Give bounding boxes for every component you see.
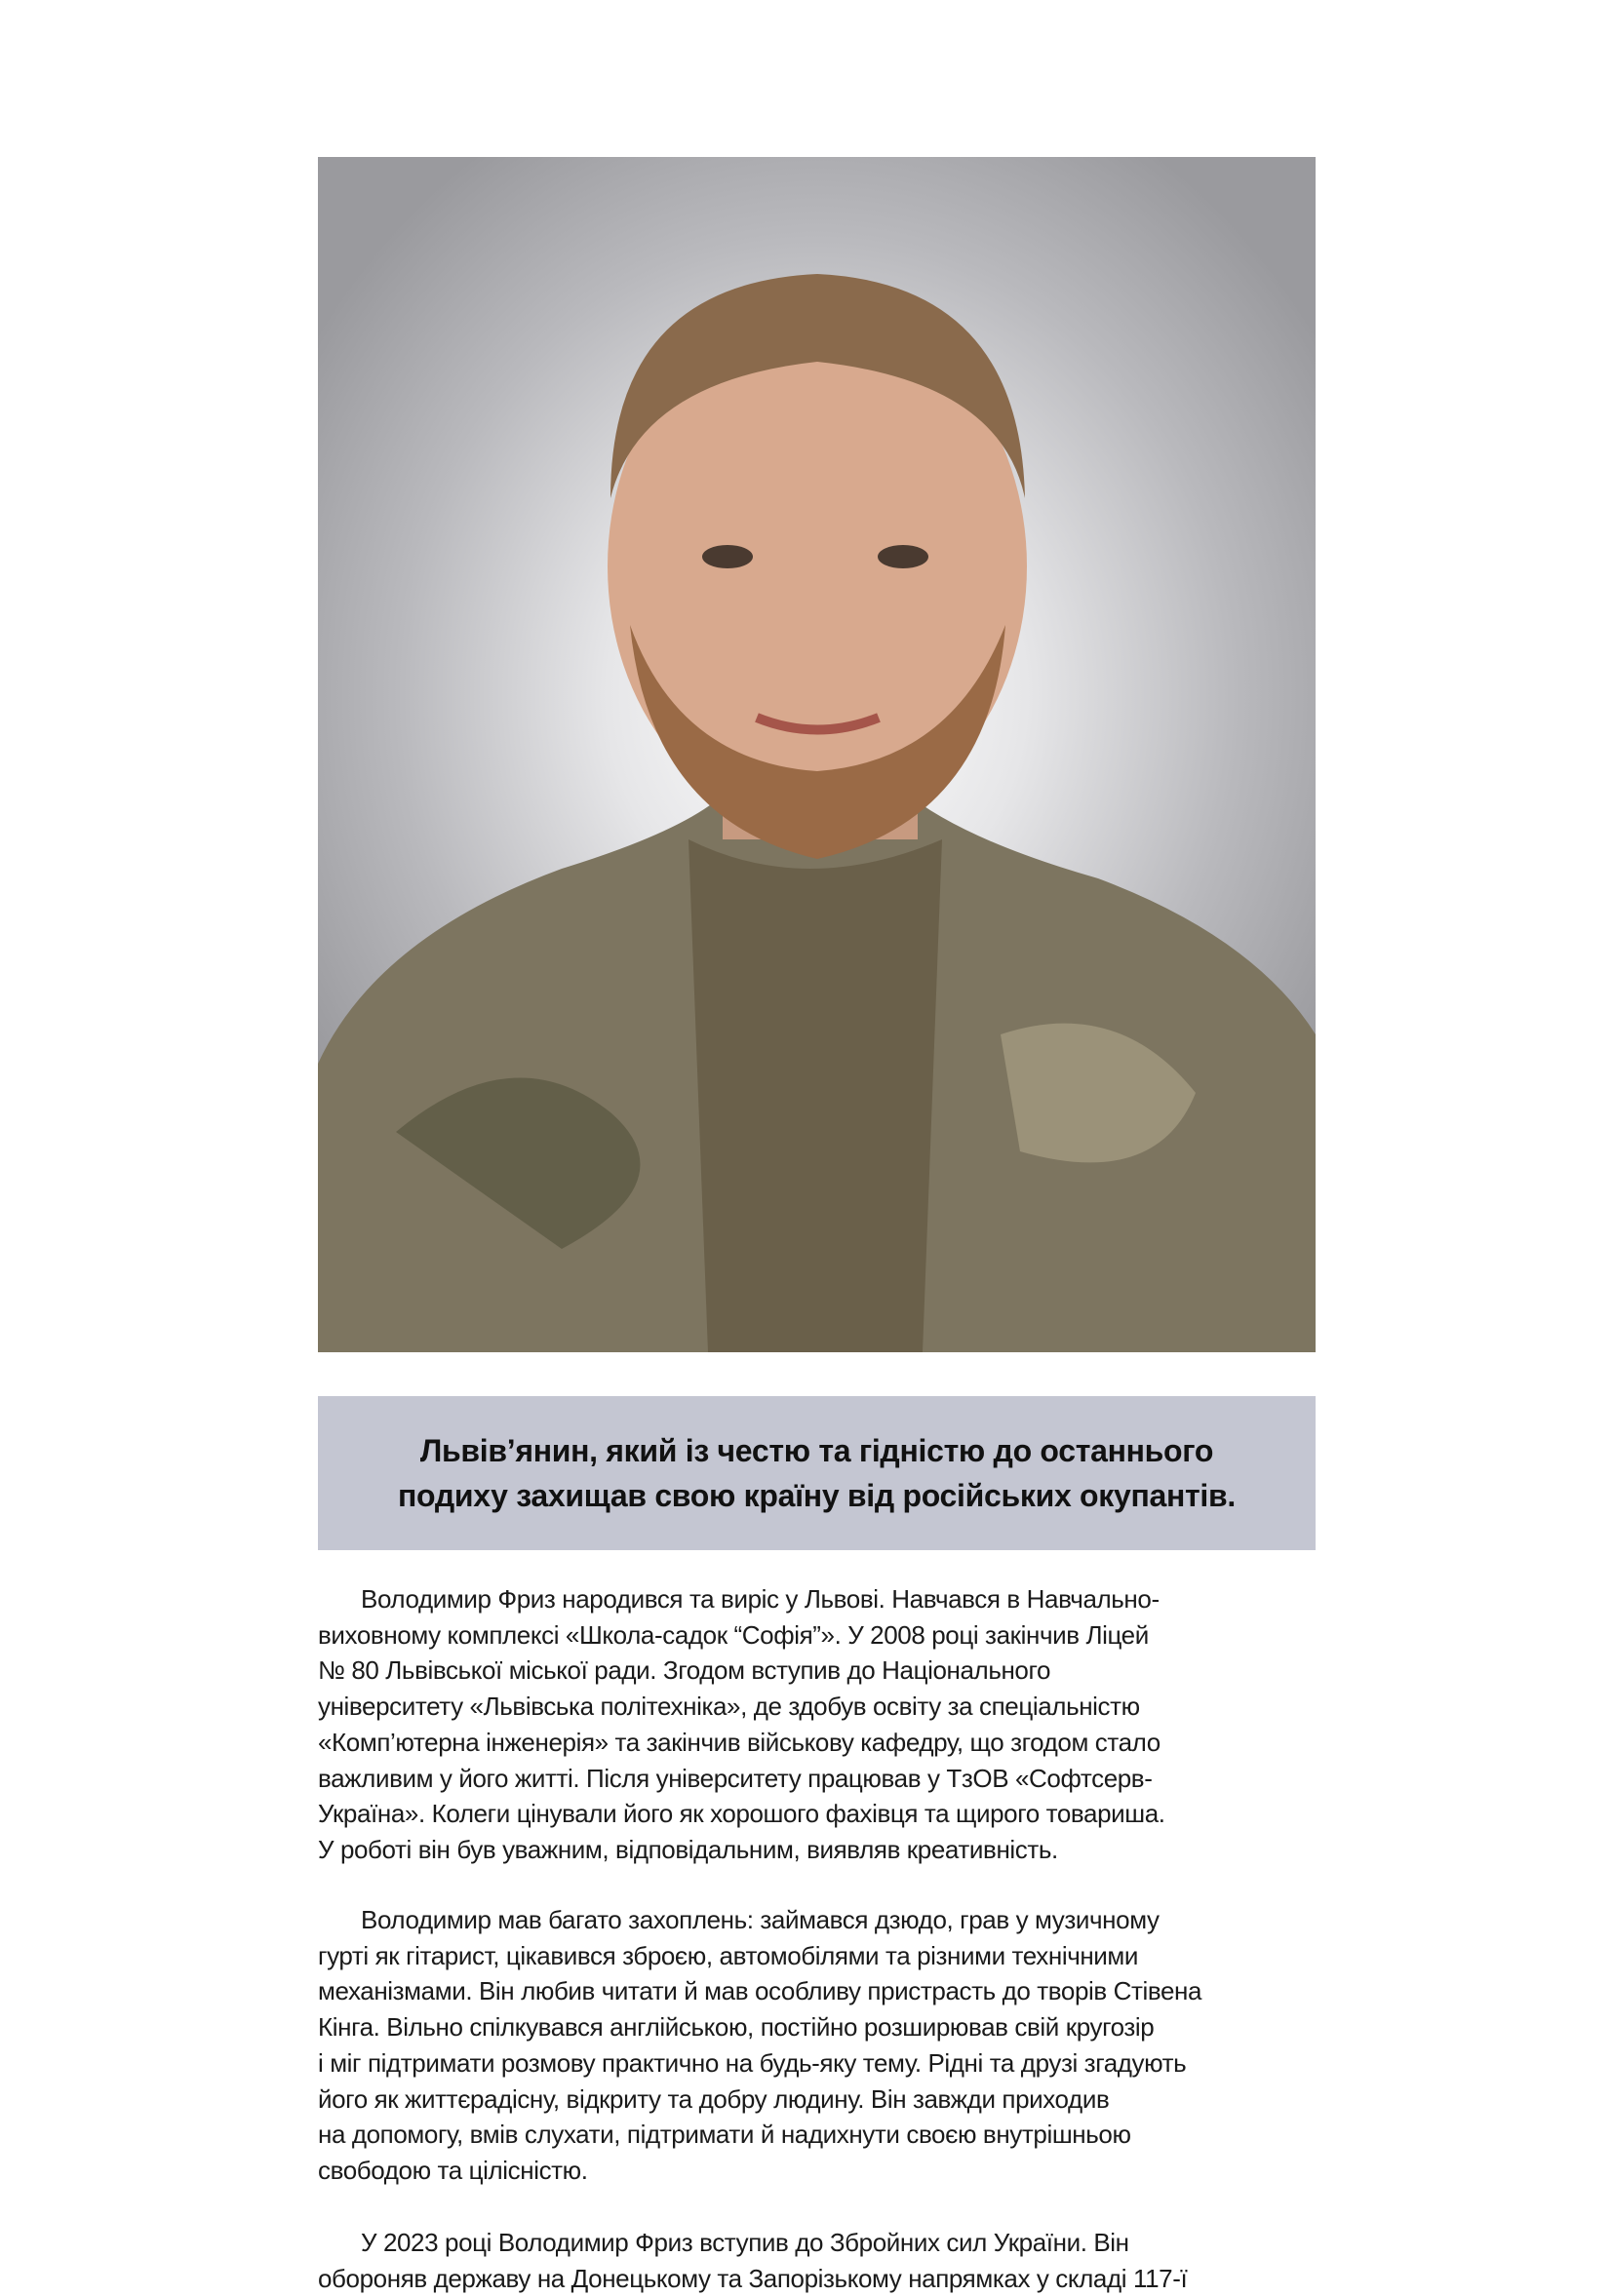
text-line: У роботі він був уважним, відповідальним, виявляв креативність. (318, 1834, 1058, 1864)
text-line: важливим у його житті. Після університету працював у ТзОВ «Софтсерв- (318, 1763, 1153, 1793)
headline-banner (318, 1396, 1316, 1550)
portrait-photo (318, 157, 1316, 1352)
portrait-illustration (318, 157, 1316, 1352)
text-line: свободою та цілісністю. (318, 2155, 588, 2185)
text-line: № 80 Львівської міської ради. Згодом вступив до Національного (318, 1655, 1051, 1686)
text-line: виховному комплексі «Школа-садок “Софія”». У 2008 році закінчив Ліцей (318, 1619, 1149, 1650)
text-line: У 2023 році Володимир Фриз вступив до Збройних сил України. Він (361, 2228, 1129, 2257)
biography-paragraph-2 (318, 1902, 1322, 2189)
text-line: Кінга. Вільно спілкувався англійською, постійно розширював свій кругозір (318, 2012, 1155, 2043)
text-line: гурті як гітарист, цікавився зброєю, автомобілями та різними технічними (318, 1940, 1139, 1970)
text-line: Україна». Колеги цінували його як хорошого фахівця та щирого товариша. (318, 1799, 1165, 1829)
headline-line: подиху захищав свою країну від російських окупантів. (398, 1478, 1236, 1513)
text-line: Володимир мав багато захоплень: займався дзюдо, грав у музичному (361, 1905, 1160, 1934)
text-line: Володимир Фриз народився та виріс у Львові. Навчався в Навчально- (361, 1584, 1160, 1614)
text-line: «Комп’ютерна інженерія» та закінчив військову кафедру, що згодом стало (318, 1727, 1161, 1757)
text-line: університету «Львівська політехніка», де здобув освіту за спеціальністю (318, 1692, 1140, 1722)
text-line: на допомогу, вмів слухати, підтримати й надихнути своєю внутрішньою (318, 2120, 1131, 2150)
headline-line: Львів’янин, який із честю та гідністю до останнього (419, 1433, 1214, 1468)
text-line: механізмами. Він любив читати й мав особливу пристрасть до творів Стівена (318, 1976, 1202, 2006)
biography-paragraph-3 (318, 2225, 1322, 2296)
text-line: обороняв державу на Донецькому та Запорізькому напрямках у складі 117-ї (318, 2263, 1188, 2293)
text-line: і міг підтримати розмову практично на будь-яку тему. Рідні та друзі згадують (318, 2047, 1187, 2078)
text-line: його як життєрадісну, відкриту та добру людину. Він завжди приходив (318, 2083, 1110, 2114)
biography-paragraph-1 (318, 1581, 1322, 1868)
